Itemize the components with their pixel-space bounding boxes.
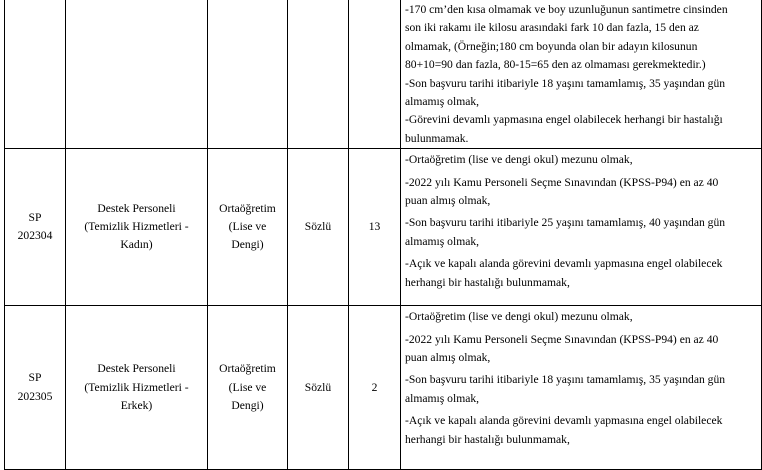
requirements-cell: [401, 149, 762, 306]
exam-type: Sözlü: [304, 380, 332, 394]
requirement-line: olmamak, (Örneğin;180 cm boyunda olan bir adayın kilosunun: [405, 39, 698, 53]
requirement-item: [405, 1, 757, 75]
position-code-prefix: SP: [28, 371, 42, 385]
position-code-cell: [5, 306, 66, 470]
requirement-line: 80+10=90 dan fazla, 80-15=65 den az olmaması gerekmektedir.): [405, 58, 706, 72]
position-count-cell: [349, 0, 401, 149]
requirement-line: -Açık ve kapalı alanda görevini devamlı yapmasına engel olabilecek: [405, 257, 723, 271]
position-count-cell: [349, 149, 401, 306]
requirement-item: [405, 75, 757, 112]
position-code-cell: [5, 149, 66, 306]
requirement-line: -170 cm’den kısa olmamak ve boy uzunluğunun santimetre cinsinden: [405, 3, 728, 16]
requirement-item: [405, 174, 757, 211]
requirement-line: -Açık ve kapalı alanda görevini devamlı yapmasına engel olabilecek: [405, 414, 723, 428]
requirement-line: bulunmamak.: [405, 131, 469, 145]
exam-type-cell: [288, 306, 349, 470]
table-row: [5, 306, 762, 470]
position-count: 13: [368, 220, 381, 234]
positions-table: [4, 0, 762, 470]
position-title-cell: [66, 0, 208, 149]
requirement-line: puan almış olmak,: [405, 351, 491, 365]
position-code-number: 202305: [17, 389, 53, 403]
requirement-item: [405, 214, 757, 251]
requirement-item: [405, 308, 757, 326]
requirement-item: [405, 151, 757, 169]
education-level-line: Ortaöğretim: [219, 201, 276, 215]
requirement-line: -2022 yılı Kamu Personeli Seçme Sınavından (KPSS-P94) en az 40: [405, 332, 719, 346]
requirement-item: [405, 371, 757, 408]
requirement-line: -Son başvuru tarihi itibariyle 25 yaşını tamamlamış, 40 yaşından gün: [405, 216, 726, 230]
requirements-cell: [401, 306, 762, 470]
education-level-line: Dengi): [231, 398, 264, 412]
requirement-line: -2022 yılı Kamu Personeli Seçme Sınavından (KPSS-P94) en az 40: [405, 175, 719, 189]
position-code-cell: [5, 0, 66, 149]
requirement-line: son iki rakamı ile kilosu arasındaki fark 10 dan fazla, 15 den az: [405, 21, 699, 35]
requirement-line: almamış olmak,: [405, 234, 480, 248]
position-title-line: Destek Personeli: [97, 362, 176, 376]
exam-type-cell: [288, 0, 349, 149]
table-row: [5, 149, 762, 306]
position-title-line: (Temizlik Hizmetleri -: [84, 220, 189, 234]
education-level-cell: [208, 0, 288, 149]
position-title-line: (Temizlik Hizmetleri -: [84, 380, 189, 394]
requirement-item: [405, 111, 757, 148]
requirement-line: -Görevini devamlı yapmasına engel olabilecek herhangi bir hastalığı: [405, 113, 723, 127]
requirement-item: [405, 331, 757, 368]
education-level-line: (Lise ve: [228, 220, 267, 234]
exam-type: Sözlü: [304, 220, 332, 234]
requirement-item: [405, 412, 757, 449]
education-level-line: Dengi): [231, 238, 264, 252]
requirements-cell: [401, 0, 762, 149]
position-title-cell: [66, 149, 208, 306]
position-title-cell: [66, 306, 208, 470]
education-level-line: Ortaöğretim: [219, 362, 276, 376]
position-code-number: 202304: [17, 229, 53, 243]
position-title-line: Kadın): [120, 238, 153, 252]
requirement-line: almamış olmak,: [405, 95, 480, 109]
education-level-cell: [208, 149, 288, 306]
requirement-line: herhangi bir hastalığı bulunmamak,: [405, 432, 570, 446]
position-code-prefix: SP: [28, 210, 42, 224]
exam-type-cell: [288, 149, 349, 306]
position-title-line: Destek Personeli: [97, 201, 176, 215]
position-count: 2: [371, 380, 378, 394]
requirement-item: [405, 255, 757, 292]
requirement-line: herhangi bir hastalığı bulunmamak,: [405, 275, 570, 289]
requirement-line: almamış olmak,: [405, 391, 480, 405]
requirement-line: -Son başvuru tarihi itibariyle 18 yaşını tamamlamış, 35 yaşından gün: [405, 76, 726, 90]
positions-table-body: [5, 0, 762, 470]
requirement-line: -Son başvuru tarihi itibariyle 18 yaşını tamamlamış, 35 yaşından gün: [405, 373, 726, 387]
position-count-cell: [349, 306, 401, 470]
requirement-line: -Ortaöğretim (lise ve dengi okul) mezunu olmak,: [405, 153, 633, 167]
education-level-line: (Lise ve: [228, 380, 267, 394]
requirement-line: -Ortaöğretim (lise ve dengi okul) mezunu olmak,: [405, 310, 633, 324]
position-title-line: Erkek): [120, 398, 153, 412]
table-row: [5, 0, 762, 149]
education-level-cell: [208, 306, 288, 470]
requirement-line: puan almış olmak,: [405, 194, 491, 208]
